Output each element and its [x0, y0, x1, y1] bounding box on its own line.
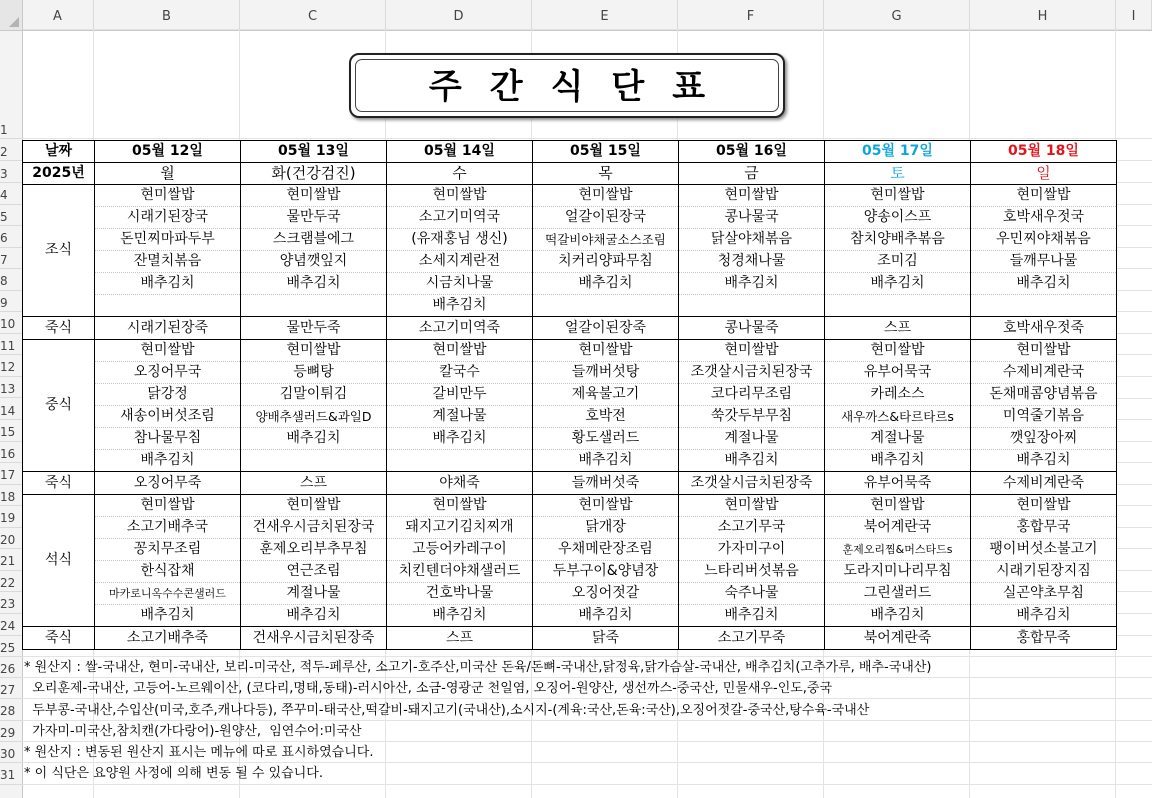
- row-header-2[interactable]: 2: [0, 139, 22, 161]
- menu-item: 배추김치: [95, 273, 240, 295]
- menu-item: 돼지고기김치찌개: [387, 517, 532, 539]
- row-header-16[interactable]: 16: [0, 442, 22, 464]
- porridge-after-lunch-label[interactable]: 죽식: [23, 472, 95, 495]
- menu-item: 조미김: [825, 251, 970, 273]
- menu-item: (유재홍님 생신): [387, 229, 532, 251]
- menu-item: 현미쌀밥: [387, 340, 532, 362]
- porridge-after-dinner-cell[interactable]: 건새우시금치된장죽: [241, 627, 387, 650]
- porridge-after-breakfast-cell[interactable]: 스프: [825, 317, 971, 340]
- porridge-after-breakfast-cell[interactable]: 콩나물죽: [679, 317, 825, 340]
- menu-item: 쑥갓두부무침: [679, 406, 824, 428]
- menu-item: 그린샐러드: [825, 583, 970, 605]
- menu-item: 갈비만두: [387, 384, 532, 406]
- dinner-day-cell[interactable]: [387, 495, 533, 627]
- menu-item: 가자미구이: [679, 539, 824, 561]
- gridline: [22, 138, 1152, 139]
- breakfast-row: [23, 185, 1117, 317]
- date-cell[interactable]: 05월 16일: [679, 141, 825, 163]
- menu-item: 배추김치: [286, 607, 341, 623]
- menu-item: 실곤약초무침: [971, 583, 1116, 605]
- menu-item: 배추김치: [533, 273, 678, 295]
- menu-item: 배추김치: [578, 607, 633, 623]
- menu-item: 배추김치: [140, 452, 195, 468]
- column-header-c[interactable]: C: [240, 0, 386, 30]
- dinner-day-cell[interactable]: [241, 495, 387, 627]
- menu-item: 시래기된장지짐: [971, 561, 1116, 583]
- menu-item: 계절나물: [679, 428, 824, 450]
- lunch-day-cell[interactable]: [679, 340, 825, 472]
- note-line: * 이 식단은 요양원 사정에 의해 변동 될 수 있습니다.: [24, 766, 323, 782]
- menu-item: 팽이버섯소불고기: [971, 539, 1116, 561]
- date-cell[interactable]: 05월 13일: [241, 141, 387, 163]
- menu-item: 배추김치: [870, 452, 925, 468]
- menu-item: 떡갈비야채굴소스조림: [533, 229, 678, 251]
- menu-item: 현미쌀밥: [95, 185, 240, 207]
- lunch-day-cell[interactable]: [241, 340, 387, 472]
- menu-item: 훈제오리부추무침: [241, 539, 386, 561]
- menu-item: [971, 295, 1116, 316]
- lunch-day-cell[interactable]: [825, 340, 971, 472]
- row-header-28[interactable]: 28: [0, 699, 22, 720]
- porridge-after-lunch-cell[interactable]: 야채죽: [387, 472, 533, 495]
- menu-item: 현미쌀밥: [679, 495, 824, 517]
- porridge-after-dinner-cell[interactable]: 소고기배추죽: [95, 627, 241, 650]
- porridge-after-dinner-cell[interactable]: 스프: [387, 627, 533, 650]
- breakfast-label[interactable]: 조식: [23, 185, 95, 317]
- porridge-after-breakfast-cell[interactable]: 얼갈이된장죽: [533, 317, 679, 340]
- row-header-27[interactable]: 27: [0, 678, 22, 699]
- porridge-after-lunch-cell[interactable]: 조갯살시금치된장죽: [679, 472, 825, 495]
- menu-item: 돈채매콤양념볶음: [971, 384, 1116, 406]
- row-header-31[interactable]: 31: [0, 763, 22, 784]
- porridge-after-lunch-cell[interactable]: 유부어묵죽: [825, 472, 971, 495]
- menu-item: 현미쌀밥: [95, 340, 240, 362]
- select-all-corner[interactable]: [0, 0, 23, 31]
- menu-item: 호박새우젓국: [971, 207, 1116, 229]
- breakfast-day-cell[interactable]: [241, 185, 387, 317]
- menu-item: [533, 295, 678, 316]
- porridge-after-dinner-cell[interactable]: 북어계란죽: [825, 627, 971, 650]
- menu-item: 느타리버섯볶음: [679, 561, 824, 583]
- title-box: [349, 53, 785, 118]
- menu-item: 현미쌀밥: [825, 185, 970, 207]
- porridge-after-breakfast-cell[interactable]: 시래기된장죽: [95, 317, 241, 340]
- menu-item: 소고기무국: [679, 517, 824, 539]
- menu-item: 콩나물국: [679, 207, 824, 229]
- menu-item: 얼갈이된장국: [533, 207, 678, 229]
- menu-item: 양송이스프: [825, 207, 970, 229]
- weekday-cell[interactable]: 금: [679, 163, 825, 185]
- menu-item: 우민찌야채볶음: [971, 229, 1116, 251]
- dinner-label[interactable]: 석식: [23, 495, 95, 627]
- menu-item: 물만두국: [241, 207, 386, 229]
- menu-item: 코다리무조림: [679, 384, 824, 406]
- date-cell[interactable]: 05월 15일: [533, 141, 679, 163]
- menu-item: 들깨무나물: [971, 251, 1116, 273]
- menu-item: 시래기된장국: [95, 207, 240, 229]
- porridge-after-lunch-row: [23, 472, 1117, 495]
- note-line: 두부콩-국내산,수입산(미국,호주,캐나다등), 쭈꾸미-태국산,떡갈비-돼지고기(국내산),소시지-(계육:국산,돈육:국산),오징어젓갈-중국산,탕수육-국내산: [24, 702, 870, 718]
- menu-item: 현미쌀밥: [533, 185, 678, 207]
- menu-item: 훈제오리찜&머스타드s: [825, 539, 970, 561]
- menu-item: 배추김치: [241, 273, 386, 295]
- dinner-day-cell[interactable]: [971, 495, 1117, 627]
- row-header-23[interactable]: 23: [0, 592, 22, 614]
- row-header-29[interactable]: 29: [0, 721, 22, 742]
- lunch-row: [23, 340, 1117, 472]
- column-header-d[interactable]: D: [386, 0, 532, 30]
- page-title: 주간식단표: [355, 59, 779, 112]
- menu-item: 두부구이&양념장: [533, 561, 678, 583]
- breakfast-day-cell[interactable]: [679, 185, 825, 317]
- menu-item: 현미쌀밥: [971, 340, 1116, 362]
- menu-item: 양배추샐러드&과일D: [241, 406, 386, 428]
- menu-item: 현미쌀밥: [971, 495, 1116, 517]
- menu-item: 참나물무침: [95, 428, 240, 450]
- menu-item: 현미쌀밥: [241, 185, 386, 207]
- menu-item: 제육불고기: [533, 384, 678, 406]
- menu-item: 배추김치: [724, 607, 779, 623]
- menu-item: 숙주나물: [679, 583, 824, 605]
- menu-item: 현미쌀밥: [387, 185, 532, 207]
- lunch-day-cell[interactable]: [971, 340, 1117, 472]
- porridge-after-breakfast-cell[interactable]: 소고기미역죽: [387, 317, 533, 340]
- menu-item: 마카로니옥수수콘샐러드: [95, 583, 240, 605]
- porridge-after-breakfast-cell[interactable]: 물만두죽: [241, 317, 387, 340]
- menu-item: 잔멸치볶음: [95, 251, 240, 273]
- menu-item: 현미쌀밥: [825, 340, 970, 362]
- menu-item: 오징어무국: [95, 362, 240, 384]
- menu-item: 현미쌀밥: [241, 340, 386, 362]
- column-header-f[interactable]: F: [678, 0, 824, 30]
- row-header-26[interactable]: 26: [0, 657, 22, 678]
- menu-item: 배추김치: [971, 273, 1116, 295]
- lunch-day-cell[interactable]: [387, 340, 533, 472]
- date-cell[interactable]: 05월 12일: [95, 141, 241, 163]
- menu-item: [387, 450, 532, 471]
- menu-item: 소세지계란전: [387, 251, 532, 273]
- menu-item: 호박전: [533, 406, 678, 428]
- menu-item: [241, 450, 386, 471]
- menu-item: 수제비계란국: [971, 362, 1116, 384]
- menu-item: 계절나물: [241, 583, 386, 605]
- breakfast-day-cell[interactable]: [387, 185, 533, 317]
- note-line: 가자미-미국산,참치캔(가다랑어)-원양산, 임연수어:미국산: [24, 723, 362, 739]
- origin-notes: [24, 657, 931, 785]
- lunch-day-cell[interactable]: [533, 340, 679, 472]
- note-line: 오리훈제-국내산, 고등어-노르웨이산, (코다리,명태,동태)-러시아산, 소금-영광군 천일염, 오징어-원양산, 생선까스-중국산, 민물새우-인도,중국: [24, 681, 833, 697]
- row-header-7[interactable]: 7: [0, 248, 22, 270]
- row-header-19[interactable]: 19: [0, 506, 22, 528]
- menu-item: 조갯살시금치된장국: [679, 362, 824, 384]
- weekday-cell[interactable]: 목: [533, 163, 679, 185]
- row-header-22[interactable]: 22: [0, 571, 22, 593]
- menu-item: 청경채나물: [679, 251, 824, 273]
- menu-item: [679, 295, 824, 316]
- menu-item: 현미쌀밥: [679, 185, 824, 207]
- menu-item: 배추김치: [679, 273, 824, 295]
- menu-item: 배추김치: [387, 428, 532, 450]
- menu-item: 소고기배추국: [95, 517, 240, 539]
- porridge-after-breakfast-row: [23, 317, 1117, 340]
- menu-item: [825, 295, 970, 316]
- menu-item: 카레소스: [825, 384, 970, 406]
- weekly-menu-table: [22, 140, 1117, 650]
- porridge-after-lunch-cell[interactable]: 들깨버섯죽: [533, 472, 679, 495]
- weekday-cell[interactable]: 토: [825, 163, 971, 185]
- lunch-label[interactable]: 중식: [23, 340, 95, 472]
- menu-item: 미역줄기볶음: [971, 406, 1116, 428]
- menu-item: [241, 295, 386, 316]
- note-line: * 원산지 : 변동된 원산지 표시는 메뉴에 따로 표시하였습니다.: [24, 745, 374, 761]
- date-cell[interactable]: 05월 14일: [387, 141, 533, 163]
- column-header-h[interactable]: H: [970, 0, 1116, 30]
- menu-item: 현미쌀밥: [533, 495, 678, 517]
- menu-item: 닭살야채볶음: [679, 229, 824, 251]
- menu-item: 참치양배추볶음: [825, 229, 970, 251]
- menu-item: 깻잎장아찌: [971, 428, 1116, 450]
- menu-item: 오징어젓갈: [533, 583, 678, 605]
- menu-item: 북어계란국: [825, 517, 970, 539]
- menu-item: 칼국수: [387, 362, 532, 384]
- menu-item: 현미쌀밥: [241, 495, 386, 517]
- date-cell[interactable]: 05월 17일: [825, 141, 971, 163]
- row-header-17[interactable]: 17: [0, 463, 22, 485]
- menu-item: 현미쌀밥: [95, 495, 240, 517]
- menu-item: 배추김치: [241, 428, 386, 450]
- menu-item: 돈민찌마파두부: [95, 229, 240, 251]
- menu-item: 배추김치: [432, 297, 487, 313]
- breakfast-day-cell[interactable]: [825, 185, 971, 317]
- porridge-after-dinner-cell[interactable]: 소고기무죽: [679, 627, 825, 650]
- row-header-11[interactable]: 11: [0, 334, 22, 356]
- menu-item: 계절나물: [825, 428, 970, 450]
- menu-item: 현미쌀밥: [971, 185, 1116, 207]
- menu-item: 꽁치무조림: [95, 539, 240, 561]
- menu-item: 김말이튀김: [241, 384, 386, 406]
- weekday-cell[interactable]: 월: [95, 163, 241, 185]
- weekday-cell[interactable]: 수: [387, 163, 533, 185]
- porridge-after-lunch-cell[interactable]: 스프: [241, 472, 387, 495]
- menu-item: 등뼈탕: [241, 362, 386, 384]
- porridge-after-dinner-cell[interactable]: 닭죽: [533, 627, 679, 650]
- row-header-5[interactable]: 5: [0, 205, 22, 227]
- menu-item: 스크램블에그: [241, 229, 386, 251]
- row-header-21[interactable]: 21: [0, 549, 22, 571]
- menu-item: 시금치나물: [387, 273, 532, 295]
- menu-item: 새송이버섯조림: [95, 406, 240, 428]
- menu-item: 배추김치: [1016, 607, 1071, 623]
- porridge-after-lunch-cell[interactable]: 오징어무죽: [95, 472, 241, 495]
- menu-item: 연근조림: [241, 561, 386, 583]
- lunch-day-cell[interactable]: [95, 340, 241, 472]
- porridge-after-dinner-label[interactable]: 죽식: [23, 627, 95, 650]
- row-header-4[interactable]: 4: [0, 183, 22, 205]
- row-header-15[interactable]: 15: [0, 420, 22, 442]
- menu-item: 치커리양파무침: [533, 251, 678, 273]
- menu-item: 양념깻잎지: [241, 251, 386, 273]
- menu-item: 건새우시금치된장국: [241, 517, 386, 539]
- menu-item: 새우까스&타르타르s: [825, 406, 970, 428]
- breakfast-day-cell[interactable]: [971, 185, 1117, 317]
- row-header-1[interactable]: 1: [0, 30, 22, 139]
- porridge-after-dinner-row: [23, 627, 1117, 650]
- menu-item: 현미쌀밥: [679, 340, 824, 362]
- year-label[interactable]: 2025년: [23, 163, 95, 185]
- row-header-6[interactable]: 6: [0, 226, 22, 248]
- menu-item: 배추김치: [578, 452, 633, 468]
- row-header-20[interactable]: 20: [0, 528, 22, 550]
- row-header-3[interactable]: 3: [0, 161, 22, 183]
- column-header-a[interactable]: A: [22, 0, 94, 30]
- menu-item: 건호박나물: [387, 583, 532, 605]
- menu-item: 현미쌀밥: [533, 340, 678, 362]
- menu-item: 고등어카레구이: [387, 539, 532, 561]
- column-header-b[interactable]: B: [94, 0, 240, 30]
- menu-item: 한식잡채: [95, 561, 240, 583]
- dinner-day-cell[interactable]: [95, 495, 241, 627]
- menu-item: 도라지미나리무침: [825, 561, 970, 583]
- row-header-18[interactable]: 18: [0, 485, 22, 507]
- row-header-13[interactable]: 13: [0, 377, 22, 399]
- column-header-i[interactable]: I: [1116, 0, 1152, 30]
- row-header-25[interactable]: 25: [0, 636, 22, 657]
- row-header-24[interactable]: 24: [0, 614, 22, 636]
- row-header-30[interactable]: 30: [0, 742, 22, 763]
- menu-item: 치킨텐더야채샐러드: [387, 561, 532, 583]
- row-header-9[interactable]: 9: [0, 291, 22, 313]
- menu-item: 배추김치: [870, 607, 925, 623]
- dinner-day-cell[interactable]: [679, 495, 825, 627]
- weekday-cell[interactable]: 일: [971, 163, 1117, 185]
- date-row: [23, 141, 1117, 163]
- row-header-8[interactable]: 8: [0, 269, 22, 291]
- menu-item: 황도샐러드: [533, 428, 678, 450]
- menu-item: 닭강정: [95, 384, 240, 406]
- row-header-10[interactable]: 10: [0, 312, 22, 334]
- menu-item: 계절나물: [387, 406, 532, 428]
- menu-item: 소고기미역국: [387, 207, 532, 229]
- column-header-g[interactable]: G: [824, 0, 970, 30]
- porridge-after-lunch-cell[interactable]: 수제비계란죽: [971, 472, 1117, 495]
- dinner-row: [23, 495, 1117, 627]
- weekday-row: [23, 163, 1117, 185]
- menu-item: 배추김치: [1016, 452, 1071, 468]
- porridge-after-breakfast-cell[interactable]: 호박새우젓죽: [971, 317, 1117, 340]
- menu-item: 배추김치: [825, 273, 970, 295]
- menu-item: 배추김치: [140, 607, 195, 623]
- menu-item: 유부어묵국: [825, 362, 970, 384]
- dinner-day-cell[interactable]: [533, 495, 679, 627]
- menu-item: 닭개장: [533, 517, 678, 539]
- menu-item: 현미쌀밥: [825, 495, 970, 517]
- menu-item: 홍합무국: [971, 517, 1116, 539]
- menu-item: 들깨버섯탕: [533, 362, 678, 384]
- dinner-day-cell[interactable]: [825, 495, 971, 627]
- menu-item: 배추김치: [432, 607, 487, 623]
- menu-item: 우채메란장조림: [533, 539, 678, 561]
- porridge-after-dinner-cell[interactable]: 홍합무죽: [971, 627, 1117, 650]
- menu-item: 현미쌀밥: [387, 495, 532, 517]
- note-line: * 원산지 : 쌀-국내산, 현미-국내산, 보리-미국산, 적두-페루산, 소고기-호주산,미국산 돈육/돈뼈-국내산,닭정육,닭가슴살-국내산, 배추김치(고추가루, 배추-국내산): [24, 660, 932, 675]
- menu-item: [95, 295, 240, 316]
- column-header-e[interactable]: E: [532, 0, 678, 30]
- porridge-after-breakfast-label[interactable]: 죽식: [23, 317, 95, 340]
- row-header-14[interactable]: 14: [0, 399, 22, 421]
- date-cell[interactable]: 05월 18일: [971, 141, 1117, 163]
- breakfast-day-cell[interactable]: [533, 185, 679, 317]
- row-header-12[interactable]: 12: [0, 355, 22, 377]
- menu-item: 배추김치: [724, 452, 779, 468]
- weekday-cell[interactable]: 화(건강검진): [241, 163, 387, 185]
- date-label[interactable]: 날짜: [23, 141, 95, 163]
- breakfast-day-cell[interactable]: [95, 185, 241, 317]
